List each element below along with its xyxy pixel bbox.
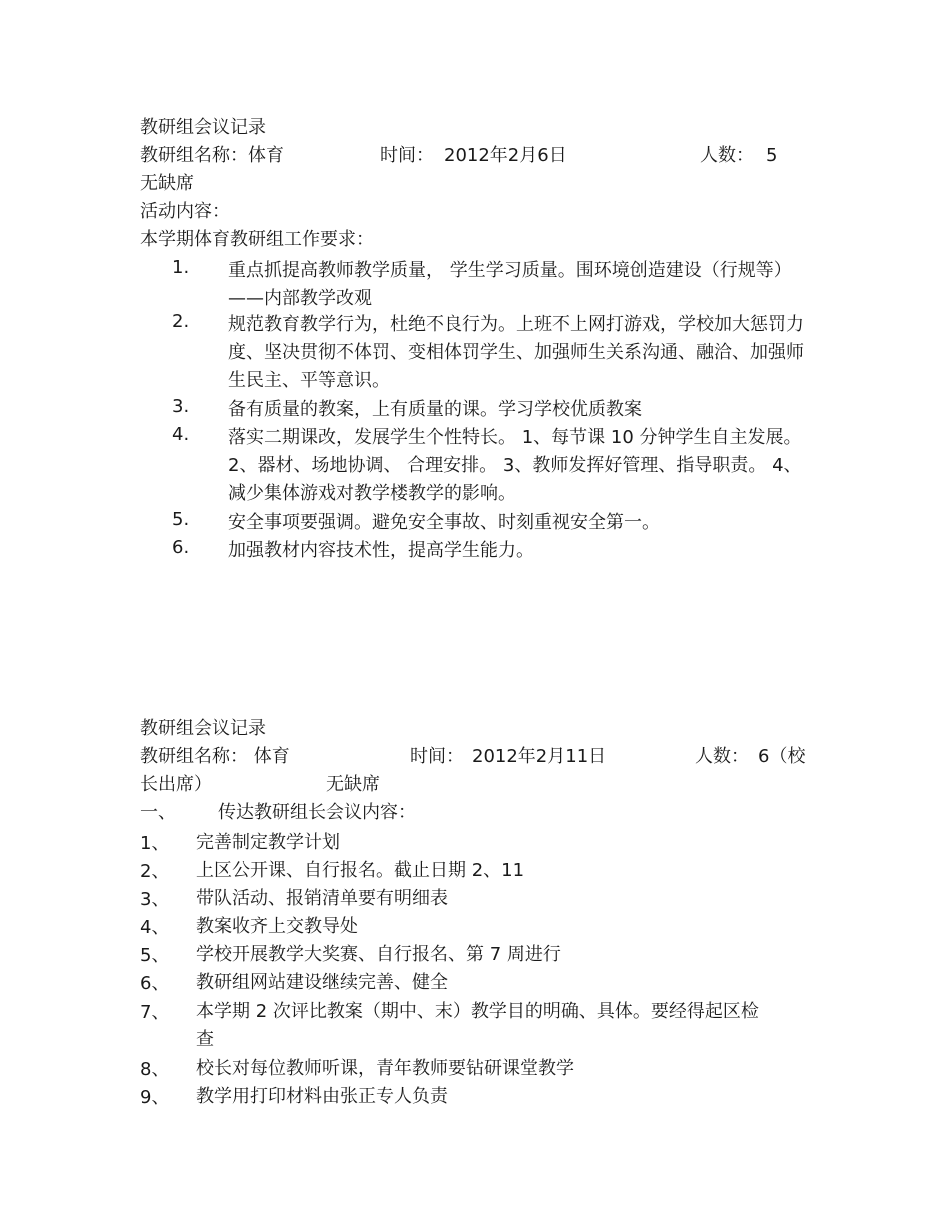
- item-number: 8、: [140, 1059, 170, 1080]
- item-number: 3、: [140, 889, 170, 910]
- item-number: 9、: [140, 1087, 170, 1108]
- item-text: 重点抓提高教师教学质量， 学生学习质量。围环境创造建设（行规等）——内部教学改观: [228, 260, 792, 309]
- item-number: 4、: [140, 917, 170, 938]
- meeting-date: 2012年2月11日: [472, 746, 607, 767]
- requirements-title: 本学期体育教研组工作要求：: [140, 229, 374, 250]
- time-label: 时间：: [410, 746, 464, 767]
- item-text: 教学用打印材料由张正专人负责: [196, 1086, 448, 1107]
- count-label: 人数：: [700, 145, 754, 166]
- item-number: 5.: [172, 509, 190, 530]
- item-text: 落实二期课改，发展学生个性特长。 1、每节课 10 分钟学生自主发展。2、器材、场地协调、 合理安排。 3、教师发挥好管理、指导职责。 4、减少集体游戏对教学楼教学的影响。: [228, 427, 802, 504]
- section-number: 一、: [140, 802, 176, 823]
- item-text: 本学期 2 次评比教案（期中、末）教学目的明确、具体。要经得起区检查: [196, 1001, 759, 1050]
- item-number: 2、: [140, 861, 170, 882]
- item-number: 3.: [172, 396, 190, 417]
- item-text: 规范教育教学行为，杜绝不良行为。上班不上网打游戏，学校加大惩罚力度、坚决贯彻不体罚、变相体罚学生、加强师生关系沟通、融洽、加强师生民主、平等意识。: [228, 314, 804, 391]
- item-text: 校长对每位教师听课，青年教师要钻研课堂教学: [196, 1058, 574, 1079]
- item-text: 完善制定教学计划: [196, 832, 340, 853]
- item-text: 教研组网站建设继续完善、健全: [196, 972, 448, 993]
- attendee-note: 长出席）: [140, 774, 212, 795]
- item-number: 7、: [140, 1002, 170, 1023]
- item-text: 加强教材内容技术性，提高学生能力。: [228, 540, 534, 561]
- record-title: 教研组会议记录: [140, 718, 266, 739]
- time-label: 时间：: [380, 145, 434, 166]
- record-title: 教研组会议记录: [140, 117, 266, 138]
- attendee-count: 5: [766, 145, 778, 166]
- count-label: 人数：: [695, 746, 749, 767]
- item-text: 带队活动、报销清单要有明细表: [196, 888, 448, 909]
- absence-note: 无缺席: [140, 173, 194, 194]
- meeting-date: 2012年2月6日: [444, 145, 567, 166]
- item-number: 6、: [140, 973, 170, 994]
- group-name: 教研组名称： 体育: [140, 746, 290, 767]
- item-number: 4.: [172, 424, 190, 445]
- group-name: 教研组名称：体育: [140, 145, 284, 166]
- item-text: 备有质量的教案，上有质量的课。学习学校优质教案: [228, 399, 642, 420]
- activity-label: 活动内容：: [140, 201, 230, 222]
- section-title: 传达教研组长会议内容：: [218, 802, 416, 823]
- item-text: 上区公开课、自行报名。截止日期 2、11: [196, 860, 525, 881]
- item-text: 学校开展教学大奖赛、自行报名、第 7 周进行: [196, 944, 561, 965]
- item-number: 5、: [140, 945, 170, 966]
- item-number: 2.: [172, 311, 190, 332]
- item-number: 1.: [172, 257, 190, 278]
- item-text: 安全事项要强调。避免安全事故、时刻重视安全第一。: [228, 512, 660, 533]
- item-number: 1、: [140, 833, 170, 854]
- absence-note: 无缺席: [326, 774, 380, 795]
- attendee-count: 6（校: [758, 746, 806, 767]
- item-text: 教案收齐上交教导处: [196, 916, 358, 937]
- item-number: 6.: [172, 537, 190, 558]
